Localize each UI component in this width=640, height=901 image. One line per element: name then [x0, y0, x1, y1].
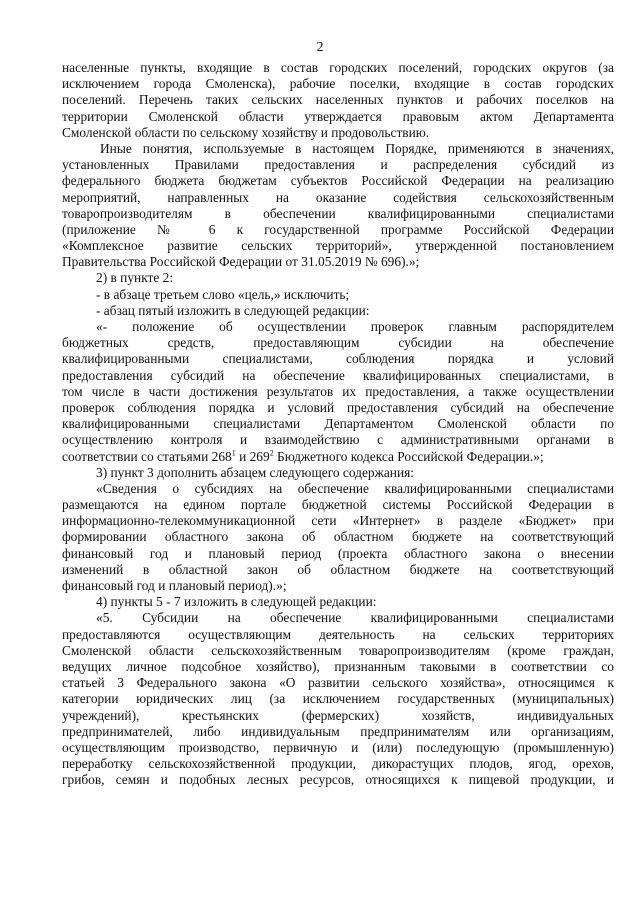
- text-line: [62, 513, 614, 529]
- text-line-content: предоставления субсидий на обеспечение квалифицированных специалистами, в: [62, 367, 614, 383]
- text-line-content: учреждений), крестьянских (фермерских) хозяйств, индивидуальных: [62, 707, 614, 723]
- text-line-content: размещаются на едином портале бюджетной системы Российской Федерации в: [62, 497, 614, 513]
- text-line-content: Бюджетного кодекса Российской Федерации.»;: [273, 448, 544, 464]
- text-line-content: квалифицированными специалистами, соблюдения порядка и условий: [62, 351, 614, 367]
- text-line-content: переработку сельскохозяйственной продукции, дикорастущих плодов, ягод, орехов,: [62, 756, 614, 772]
- text-line-content: 2) в пункте 2:: [96, 270, 174, 286]
- text-line: [62, 92, 614, 108]
- text-line-content: и 269: [235, 448, 270, 464]
- text-line: [62, 206, 614, 222]
- text-line: [62, 529, 614, 545]
- text-line: [62, 125, 614, 141]
- text-line: [62, 335, 614, 351]
- text-line-content: информационно-телекоммуникационной сети «Интернет» в разделе «Бюджет» при: [62, 513, 614, 529]
- text-line: [62, 546, 614, 562]
- text-line-content: квалифицированными специалистами Департаментом Смоленской области по: [62, 416, 614, 432]
- text-line-content: (приложение № 6 к государственной программе Российской Федерации: [62, 221, 614, 237]
- text-line-content: категории юридических лиц (за исключением государственных (муниципальных): [62, 691, 614, 707]
- text-line: [62, 109, 614, 125]
- text-line: [62, 368, 614, 384]
- text-line: [62, 481, 614, 497]
- text-line-content: соответствии со статьями 268: [62, 448, 232, 464]
- text-line: [62, 578, 614, 594]
- text-line-content: Смоленской области сельскохозяйственным товаропроизводителям (кроме граждан,: [62, 642, 614, 658]
- text-line: [62, 562, 614, 578]
- text-line: [62, 190, 614, 206]
- text-line-content: товаропроизводителям в обеспечении квалифицированными специалистами: [62, 205, 614, 221]
- text-line-content: Правительства Российской Федерации от 31.05.2019 № 696).»;: [62, 254, 420, 270]
- text-line-content: 3) пункт 3 дополнить абзацем следующего содержания:: [96, 464, 415, 480]
- text-line: [62, 432, 614, 448]
- text-line-content: «Сведения о субсидиях на обеспечение квалифицированными специалистами: [96, 480, 614, 496]
- text-line: [62, 222, 614, 238]
- text-line: [62, 724, 614, 740]
- text-line: [62, 627, 614, 643]
- document-body: [62, 60, 614, 788]
- text-line: [62, 659, 614, 675]
- text-line-content: территории Смоленской области утверждается правовым актом Департамента: [62, 108, 614, 124]
- text-line: [62, 141, 614, 157]
- text-line: [62, 708, 614, 724]
- text-line: [62, 416, 614, 432]
- footnote-superscript: 1: [231, 448, 236, 458]
- text-line: [62, 254, 614, 270]
- text-line: [62, 287, 614, 303]
- text-line-content: 4) пункты 5 - 7 изложить в следующей редакции:: [96, 594, 377, 610]
- text-line: [62, 740, 614, 756]
- page-number: 2: [316, 40, 324, 55]
- text-line: [62, 270, 614, 286]
- text-line-content: Смоленской области по сельскому хозяйству и продовольствию.: [62, 124, 430, 140]
- text-line-content: формировании областного закона об областном бюджете на соответствующий: [62, 529, 614, 545]
- text-line: [62, 238, 614, 254]
- text-line-content: предоставляются осуществляющим деятельность на сельских территориях: [62, 626, 614, 642]
- text-line: [62, 449, 614, 465]
- text-line-content: «5. Субсидии на обеспечение квалифицированными специалистами: [96, 610, 614, 626]
- text-line: [62, 643, 614, 659]
- text-line: [62, 157, 614, 173]
- text-line-content: установленных Правилами предоставления и распределения субсидий из: [62, 157, 614, 173]
- text-line-content: населенные пункты, входящие в состав городских поселений, городских округов (за: [62, 60, 614, 75]
- text-line-content: «Комплексное развитие сельских территорий», утвержденной постановлением: [62, 238, 614, 254]
- text-line-content: финансовый год и плановый период (проекта областного закона о внесении: [62, 545, 614, 561]
- text-line-content: поселений. Перечень таких сельских населенных пунктов и рабочих поселков на: [62, 92, 614, 108]
- text-line: [62, 594, 614, 610]
- text-line-content: Иные понятия, используемые в настоящем Порядке, применяются в значениях,: [100, 140, 614, 156]
- text-line: [62, 610, 614, 626]
- text-line-content: исключением города Смоленска), рабочие поселки, входящие в состав городских: [62, 76, 614, 92]
- text-line-content: «- положение об осуществлении проверок главным распорядителем: [96, 319, 614, 334]
- text-line: [62, 351, 614, 367]
- text-line: [62, 756, 614, 772]
- text-line-content: проверок соблюдения порядка и условий предоставления субсидий на обеспечение: [62, 399, 614, 415]
- text-line: [62, 675, 614, 691]
- text-line-content: изменений в областной закон об областном бюджете на соответствующий: [62, 561, 614, 577]
- text-line-content: бюджетных средств, предоставляющим субсидии на обеспечение: [62, 335, 614, 351]
- footnote-superscript: 2: [269, 448, 274, 458]
- text-line-content: федерального бюджета бюджетам субъектов Российской Федерации на реализацию: [62, 173, 614, 189]
- text-line-content: - в абзаце третьем слово «цель,» исключить;: [96, 286, 350, 302]
- text-line-content: осуществляющим производство, первичную и (или) последующую (промышленную): [62, 739, 614, 755]
- text-line: [62, 60, 614, 76]
- text-line-content: - абзац пятый изложить в следующей редакции:: [96, 302, 370, 318]
- text-line: [62, 465, 614, 481]
- text-line-content: грибов, семян и подобных лесных ресурсов, относящихся к пищевой продукции, и: [62, 772, 614, 788]
- text-line-content: осуществлению контроля и взаимодействию с административными органами в: [62, 432, 614, 448]
- text-line: [62, 497, 614, 513]
- text-line-content: ведущих личное подсобное хозяйство), признанным таковыми в соответствии со: [62, 658, 614, 674]
- text-line-content: предпринимателей, либо индивидуальным предпринимателям или организациям,: [62, 723, 614, 739]
- text-line-content: том числе в части достижения результатов их предоставления, а также осуществлении: [62, 383, 614, 399]
- text-line: [62, 303, 614, 319]
- text-line: [62, 400, 614, 416]
- text-line-content: статьей 3 Федерального закона «О развитии сельского хозяйства», относящимся к: [62, 675, 614, 691]
- text-line: [62, 319, 614, 335]
- text-line: [62, 691, 614, 707]
- text-line-content: финансовый год и плановый период).»;: [62, 578, 287, 593]
- text-line: [62, 173, 614, 189]
- text-line: [62, 76, 614, 92]
- text-line-content: мероприятий, направленных на оказание содействия сельскохозяйственным: [62, 189, 614, 205]
- text-line: [62, 772, 614, 788]
- text-line: [62, 384, 614, 400]
